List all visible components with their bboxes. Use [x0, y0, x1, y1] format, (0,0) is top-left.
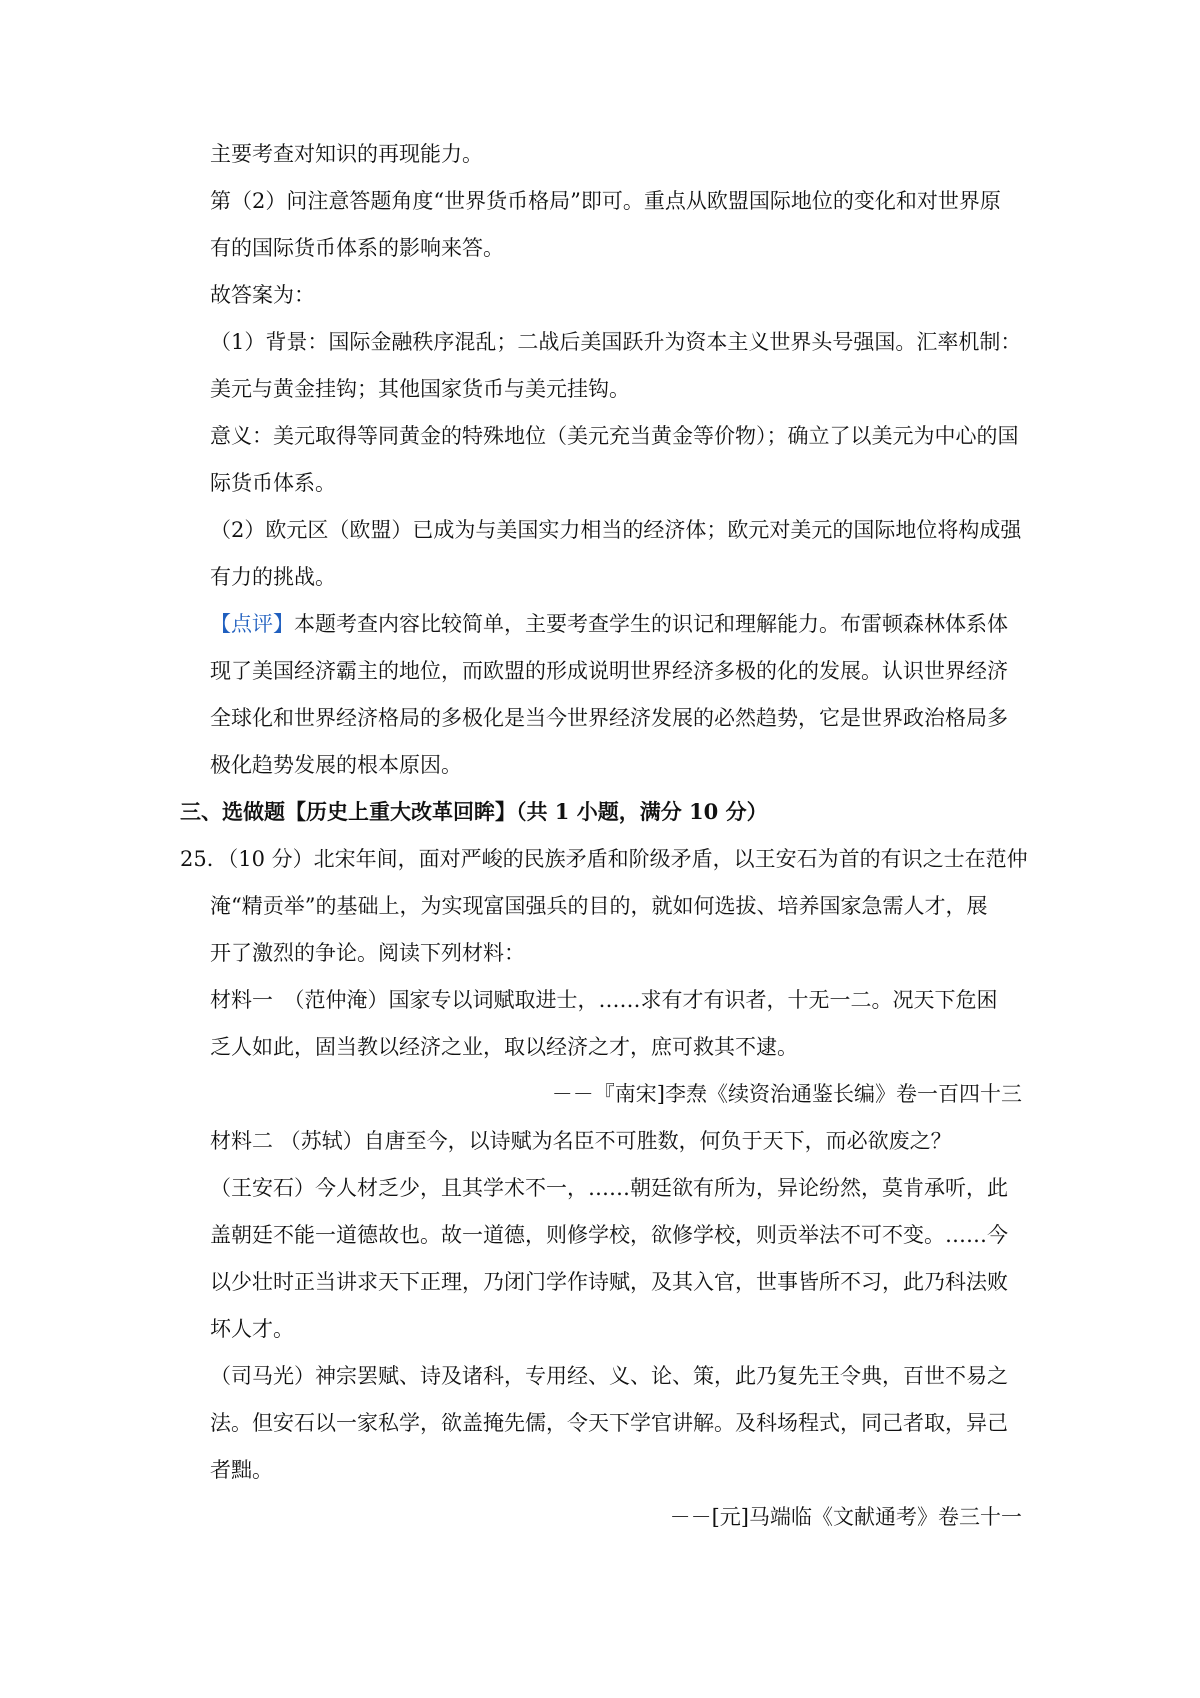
- analysis-line-3: 有的国际货币体系的影响来答。: [210, 236, 504, 260]
- answer-intro: 故答案为：: [210, 283, 315, 307]
- comment-text-1: 本题考查内容比较简单，主要考查学生的识记和理解能力。布雷顿森林体系体: [294, 612, 1008, 636]
- section-heading: 三、选做题【历史上重大改革回眸】（共 1 小题，满分 10 分）: [180, 799, 768, 824]
- material-2-line-3: 盖朝廷不能一道德故也。故一道德，则修学校，欲修学校，则贡举法不可不变。……今: [210, 1223, 1008, 1247]
- comment-line-4: 极化趋势发展的根本原因。: [210, 753, 462, 777]
- material-2-line-8: 者黜。: [210, 1458, 273, 1482]
- material-2-line-2: （王安石）今人材乏少，且其学术不一，……朝廷欲有所为，异论纷然，莫肯承听，此: [210, 1176, 1008, 1200]
- material-1-line-1: 材料一 （范仲淹）国家专以词赋取进士，……求有才有识者，十无一二。况天下危困: [210, 988, 998, 1012]
- material-2-line-4: 以少壮时正当讲求天下正理，乃闭门学作诗赋，及其入官，世事皆所不习，此乃科法败: [210, 1270, 1008, 1294]
- comment-line-1: [210, 609, 1008, 639]
- answer-line-1: （1）背景：国际金融秩序混乱；二战后美国跃升为资本主义世界头号强国。汇率机制：: [210, 330, 1022, 354]
- answer-line-4: 际货币体系。: [210, 471, 336, 495]
- material-1-source: －－『南宋]李焘《续资治通鉴长编》卷一百四十三: [551, 1082, 1022, 1106]
- question-line-3: 开了激烈的争论。阅读下列材料：: [210, 941, 525, 965]
- answer-line-2: 美元与黄金挂钩；其他国家货币与美元挂钩。: [210, 377, 630, 401]
- comment-tag: 【点评】: [210, 612, 294, 636]
- comment-line-3: 全球化和世界经济格局的多极化是当今世界经济发展的必然趋势，它是世界政治格局多: [210, 706, 1008, 730]
- answer-line-6: 有力的挑战。: [210, 565, 336, 589]
- question-line-1: 25．（10 分）北宋年间，面对严峻的民族矛盾和阶级矛盾，以王安石为首的有识之士在范仲: [180, 847, 1028, 871]
- answer-line-5: （2）欧元区（欧盟）已成为与美国实力相当的经济体；欧元对美元的国际地位将构成强: [210, 518, 1022, 542]
- material-1-line-2: 乏人如此，固当教以经济之业，取以经济之才，庶可救其不逮。: [210, 1035, 798, 1059]
- material-2-line-1: 材料二 （苏轼）自唐至今，以诗赋为名臣不可胜数，何负于天下，而必欲废之？: [210, 1129, 952, 1153]
- material-2-line-5: 坏人才。: [210, 1317, 294, 1341]
- question-line-2: 淹“精贡举”的基础上，为实现富国强兵的目的，就如何选拔、培养国家急需人才，展: [210, 894, 988, 918]
- answer-line-3: 意义：美元取得等同黄金的特殊地位（美元充当黄金等价物）；确立了以美元为中心的国: [210, 424, 1019, 448]
- analysis-line-1: 主要考查对知识的再现能力。: [210, 142, 483, 166]
- comment-line-2: 现了美国经济霸主的地位，而欧盟的形成说明世界经济多极的化的发展。认识世界经济: [210, 659, 1008, 683]
- analysis-line-2: 第（2）问注意答题角度“世界货币格局”即可。重点从欧盟国际地位的变化和对世界原: [210, 189, 1001, 213]
- material-2-source: －－[元]马端临《文献通考》卷三十一: [669, 1505, 1022, 1529]
- material-2-line-7: 法。但安石以一家私学，欲盖掩先儒，令天下学官讲解。及科场程式，同己者取，异己: [210, 1411, 1008, 1435]
- material-2-line-6: （司马光）神宗罢赋、诗及诸科，专用经、义、论、策，此乃复先王令典，百世不易之: [210, 1364, 1008, 1388]
